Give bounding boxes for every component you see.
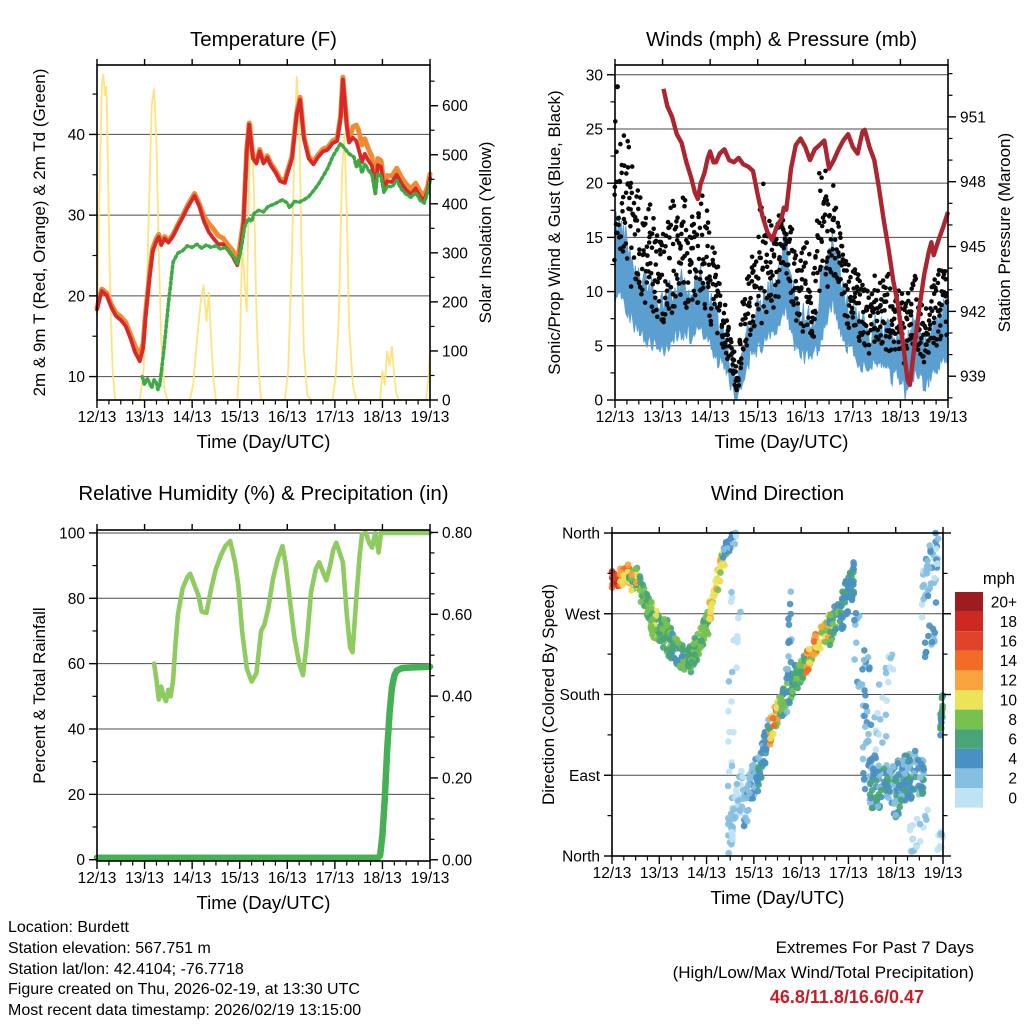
panel-title: Relative Humidity (%) & Precipitation (in) <box>78 482 449 505</box>
colorbar-tick-label: 8 <box>1008 711 1017 729</box>
y-tick-label: 939 <box>960 368 986 386</box>
series-precip <box>97 667 430 858</box>
x-tick-label: 15/13 <box>220 409 260 426</box>
series-2m-temp <box>97 80 430 362</box>
y-tick-label: 30 <box>585 67 603 85</box>
y-tick-label: 40 <box>67 721 85 739</box>
panel-title: Winds (mph) & Pressure (mb) <box>645 28 918 51</box>
axes <box>30 28 495 452</box>
panel-title: Wind Direction <box>710 482 845 505</box>
x-tick-label: 15/13 <box>220 870 260 887</box>
temperature-panel <box>0 0 512 470</box>
wind-direction-panel <box>512 467 1024 927</box>
x-axis-label: Time (Day/UTC) <box>196 892 331 913</box>
y-tick-label: East <box>568 767 600 785</box>
y-tick-label: 500 <box>442 147 468 165</box>
colorbar-swatch <box>955 729 983 749</box>
y-axis-label-right: Solar Insolation (Yellow) <box>476 141 495 324</box>
colorbar-tick-label: 14 <box>999 653 1017 671</box>
colorbar-swatch <box>955 631 983 651</box>
y-axis-label-left: Direction (Colored By Speed) <box>539 583 558 806</box>
x-tick-label: 13/13 <box>639 865 679 882</box>
x-axis-label: Time (Day/UTC) <box>710 887 845 908</box>
y-tick-label: 0.80 <box>442 524 473 542</box>
x-tick-label: 19/13 <box>928 409 968 426</box>
station-info-block <box>8 918 361 1022</box>
elevation-line: Station elevation: 567.751 m <box>8 939 211 957</box>
y-tick-label: 0 <box>76 852 85 870</box>
series-solar <box>97 74 430 400</box>
colorbar-unit-label: mph <box>982 570 1015 588</box>
y-tick-label: 20 <box>67 288 85 306</box>
x-axis-label: Time (Day/UTC) <box>196 431 331 452</box>
x-tick-label: 13/13 <box>125 870 164 887</box>
location-line: Location: Burdett <box>8 919 129 936</box>
colorbar-tick-label: 4 <box>1008 751 1017 769</box>
series <box>609 530 946 857</box>
y-tick-label: 0.40 <box>442 688 473 706</box>
winds-pressure-panel <box>512 0 1024 470</box>
y-tick-label: 948 <box>960 174 986 192</box>
y-tick-label: 951 <box>960 109 986 127</box>
x-tick-label: 17/13 <box>315 409 355 426</box>
x-tick-label: 17/13 <box>315 870 355 887</box>
colorbar-swatch <box>955 612 983 632</box>
x-tick-label: 14/13 <box>690 409 730 426</box>
y-axis-label-left: Percent & Total Rainfall <box>30 607 49 784</box>
x-tick-label: 13/13 <box>643 409 682 426</box>
colorbar-swatch <box>955 592 983 612</box>
x-tick-label: 16/13 <box>267 870 307 887</box>
colorbar-swatch <box>955 749 983 769</box>
x-tick-label: 14/13 <box>172 409 212 426</box>
speed-colorbar <box>955 570 1017 808</box>
series-rh <box>154 533 430 701</box>
y-tick-label: 0.20 <box>442 770 473 788</box>
x-tick-label: 18/13 <box>363 870 402 887</box>
colorbar-tick-label: 6 <box>1008 731 1017 749</box>
y-tick-label: 10 <box>67 369 85 387</box>
colorbar-swatch <box>955 670 983 690</box>
x-tick-label: 12/13 <box>592 865 632 882</box>
y-tick-label: 40 <box>67 126 85 144</box>
y-tick-label: 25 <box>585 121 603 139</box>
y-axis-label-left: 2m & 9m T (Red, Orange) & 2m Td (Green) <box>30 68 49 397</box>
x-tick-label: 13/13 <box>125 409 164 426</box>
y-tick-label: 20 <box>67 786 85 804</box>
y-tick-label: 300 <box>442 245 468 263</box>
x-tick-label: 15/13 <box>738 409 778 426</box>
colorbar-swatch <box>955 651 983 671</box>
series <box>97 533 430 858</box>
y-tick-label: 10 <box>585 284 603 302</box>
y-tick-label: 0 <box>442 392 451 410</box>
colorbar-tick-label: 18 <box>999 613 1017 631</box>
axes <box>545 28 1014 452</box>
humidity-precip-panel <box>0 467 512 927</box>
y-tick-label: 100 <box>59 525 85 543</box>
x-tick-label: 16/13 <box>267 409 307 426</box>
y-tick-label: 30 <box>67 207 85 225</box>
created-line: Figure created on Thu, 2026-02-19, at 13:30 UTC <box>8 981 360 999</box>
y-axis-label-left: Sonic/Prop Wind & Gust (Blue, Black) <box>545 90 564 375</box>
colorbar-tick-label: 2 <box>1008 770 1017 788</box>
x-tick-label: 19/13 <box>410 870 450 887</box>
series <box>612 84 949 400</box>
colorbar-swatch <box>955 768 983 788</box>
colorbar-swatch <box>955 710 983 730</box>
y-tick-label: 60 <box>67 656 85 674</box>
y-tick-label: 80 <box>67 590 85 608</box>
y-tick-label: 15 <box>585 229 603 247</box>
y-tick-label: 5 <box>594 338 603 356</box>
colorbar-tick-label: 10 <box>999 692 1017 710</box>
extremes-block <box>673 935 974 1010</box>
x-tick-label: 17/13 <box>833 409 873 426</box>
y-tick-label: West <box>564 606 600 624</box>
y-tick-label: 0 <box>594 392 603 410</box>
y-tick-label: North <box>562 848 600 866</box>
y-tick-label: North <box>562 525 600 543</box>
x-tick-label: 14/13 <box>172 870 212 887</box>
x-tick-label: 16/13 <box>781 865 821 882</box>
extremes-subtitle: (High/Low/Max Wind/Total Precipitation) <box>672 963 974 982</box>
colorbar-tick-label: 16 <box>999 633 1017 651</box>
x-tick-label: 12/13 <box>77 409 117 426</box>
x-tick-label: 12/13 <box>595 409 635 426</box>
x-tick-label: 12/13 <box>77 870 117 887</box>
y-axis-label-right: Station Pressure (Maroon) <box>995 132 1014 333</box>
plot-frame <box>97 530 430 861</box>
colorbar-swatch <box>955 788 983 808</box>
panel-title: Temperature (F) <box>190 28 337 51</box>
y-tick-label: 100 <box>442 343 468 361</box>
colorbar-tick-label: 12 <box>999 672 1017 690</box>
x-tick-label: 18/13 <box>363 409 402 426</box>
gridlines <box>97 533 430 794</box>
y-tick-label: 20 <box>585 175 603 193</box>
y-tick-label: 200 <box>442 294 468 312</box>
extremes-values: 46.8/11.8/16.6/0.47 <box>769 987 924 1007</box>
y-tick-label: 942 <box>960 303 986 321</box>
x-tick-label: 15/13 <box>734 865 774 882</box>
x-axis-label: Time (Day/UTC) <box>714 431 849 452</box>
colorbar-tick-label: 0 <box>1008 790 1017 808</box>
plot-frame <box>97 65 430 400</box>
y-tick-label: South <box>559 687 600 704</box>
y-tick-label: 600 <box>442 98 468 116</box>
y-tick-label: 0.00 <box>442 852 473 870</box>
x-tick-label: 18/13 <box>876 865 916 882</box>
y-tick-label: 400 <box>442 196 468 214</box>
x-tick-label: 18/13 <box>881 409 920 426</box>
extremes-title: Extremes For Past 7 Days <box>775 938 974 957</box>
timestamp-line: Most recent data timestamp: 2026/02/19 13:15:00 <box>8 1002 362 1020</box>
x-tick-label: 17/13 <box>829 865 868 882</box>
x-tick-label: 19/13 <box>410 409 450 426</box>
x-tick-label: 19/13 <box>923 865 963 882</box>
y-tick-label: 945 <box>960 239 986 257</box>
latlon-line: Station lat/lon: 42.4104; -76.7718 <box>8 960 244 978</box>
x-tick-label: 16/13 <box>785 409 825 426</box>
colorbar-tick-label: 20+ <box>990 594 1017 612</box>
y-tick-label: 0.60 <box>442 606 473 624</box>
series-direction-dots <box>609 530 946 857</box>
axes <box>30 482 473 913</box>
x-tick-label: 14/13 <box>687 865 726 882</box>
series <box>97 74 430 400</box>
colorbar-swatch <box>955 690 983 710</box>
